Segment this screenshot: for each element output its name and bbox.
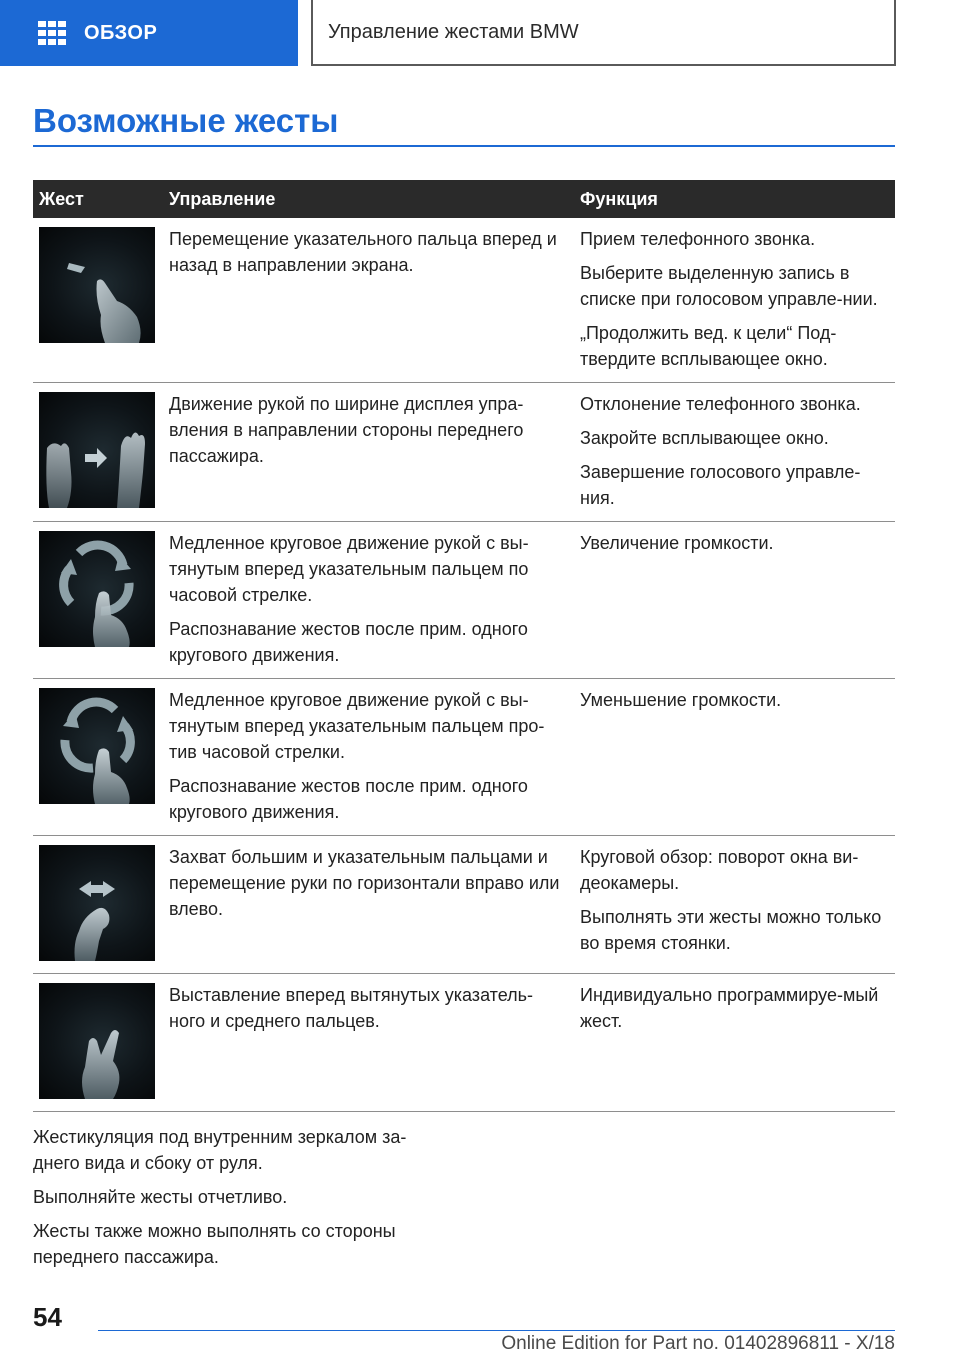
gesture-cell <box>33 974 155 1112</box>
rotate-clockwise-gesture-icon <box>39 531 155 647</box>
column-header-control: Управление <box>155 180 573 218</box>
function-text: Уменьшение громкости. <box>580 690 782 710</box>
column-header-gesture: Жест <box>33 180 155 218</box>
gesture-cell <box>33 218 155 383</box>
nav-label: ОБЗОР <box>84 21 158 44</box>
two-fingers-gesture-icon <box>39 983 155 1099</box>
control-cell <box>155 836 573 974</box>
control-text: Распознавание жестов после прим. одного кругового движения. <box>169 776 528 822</box>
table-row <box>33 836 895 974</box>
title-divider <box>33 145 895 147</box>
overview-nav-button[interactable] <box>0 0 298 66</box>
table-row <box>33 383 895 522</box>
column-header-function: Функция <box>573 180 895 218</box>
control-text: Медленное круговое движение рукой с вы-тянутым вперед указательным пальцем про-тив часовой стрелки. <box>169 690 545 762</box>
gesture-cell <box>33 679 155 836</box>
function-text: Выберите выделенную запись в списке при голосовом управле-нии. <box>580 263 878 309</box>
point-forward-gesture-icon <box>39 227 155 343</box>
function-text: Индивидуально программируе-мый жест. <box>580 985 879 1031</box>
note-text: Жесты также можно выполнять со стороны переднего пассажира. <box>33 1221 396 1267</box>
control-cell <box>155 218 573 383</box>
function-text: Круговой обзор: поворот окна ви-деокамеры. <box>580 847 859 893</box>
table-row <box>33 218 895 383</box>
control-cell <box>155 522 573 679</box>
top-bar <box>0 0 960 66</box>
grid-menu-icon <box>38 21 66 45</box>
function-cell <box>573 383 895 522</box>
control-cell <box>155 974 573 1112</box>
control-cell <box>155 679 573 836</box>
function-text: Выполнять эти жесты можно только во время стоянки. <box>580 907 882 953</box>
function-text: Прием телефонного звонка. <box>580 229 816 249</box>
gesture-cell <box>33 383 155 522</box>
function-cell <box>573 836 895 974</box>
note-text: Выполняйте жесты отчетливо. <box>33 1187 288 1207</box>
control-text: Перемещение указательного пальца вперед и назад в направлении экрана. <box>169 229 557 275</box>
swipe-hand-gesture-icon <box>39 392 155 508</box>
notes-section <box>33 1124 453 1270</box>
rotate-counterclockwise-gesture-icon <box>39 688 155 804</box>
table-row <box>33 679 895 836</box>
function-text: Завершение голосового управле-ния. <box>580 462 861 508</box>
note-text: Жестикуляция под внутренним зеркалом за-днего вида и сбоку от руля. <box>33 1127 407 1173</box>
control-cell <box>155 383 573 522</box>
gesture-table <box>33 180 895 1112</box>
page-number: 54 <box>33 1302 62 1332</box>
function-cell <box>573 679 895 836</box>
gesture-cell <box>33 522 155 679</box>
function-cell <box>573 522 895 679</box>
footer-edition: Online Edition for Part no. 01402896811 - X/18 <box>501 1333 895 1354</box>
control-text: Распознавание жестов после прим. одного кругового движения. <box>169 619 528 665</box>
control-text: Выставление вперед вытянутых указатель-ного и среднего пальцев. <box>169 985 534 1031</box>
function-cell <box>573 218 895 383</box>
function-text: Увеличение громкости. <box>580 533 774 553</box>
table-row <box>33 522 895 679</box>
page-title: Возможные жесты <box>33 102 339 139</box>
function-text: Отклонение телефонного звонка. <box>580 394 861 414</box>
function-text: „Продолжить вед. к цели“ Под-твердите всплывающее окно. <box>580 323 837 369</box>
control-text: Движение рукой по ширине дисплея упра-вления в направлении стороны переднего пассажира. <box>169 394 524 466</box>
control-text: Медленное круговое движение рукой с вы-тянутым вперед указательным пальцем по часовой стрелке. <box>169 533 529 605</box>
footer-divider <box>98 1330 895 1331</box>
section-title: Управление жестами BMW <box>311 0 896 66</box>
pinch-move-gesture-icon <box>39 845 155 961</box>
control-text: Захват большим и указательным пальцами и перемещение руки по горизонтали вправо или влево. <box>169 847 560 919</box>
table-header-row <box>33 180 895 218</box>
function-text: Закройте всплывающее окно. <box>580 428 829 448</box>
gesture-cell <box>33 836 155 974</box>
function-cell <box>573 974 895 1112</box>
table-row <box>33 974 895 1112</box>
